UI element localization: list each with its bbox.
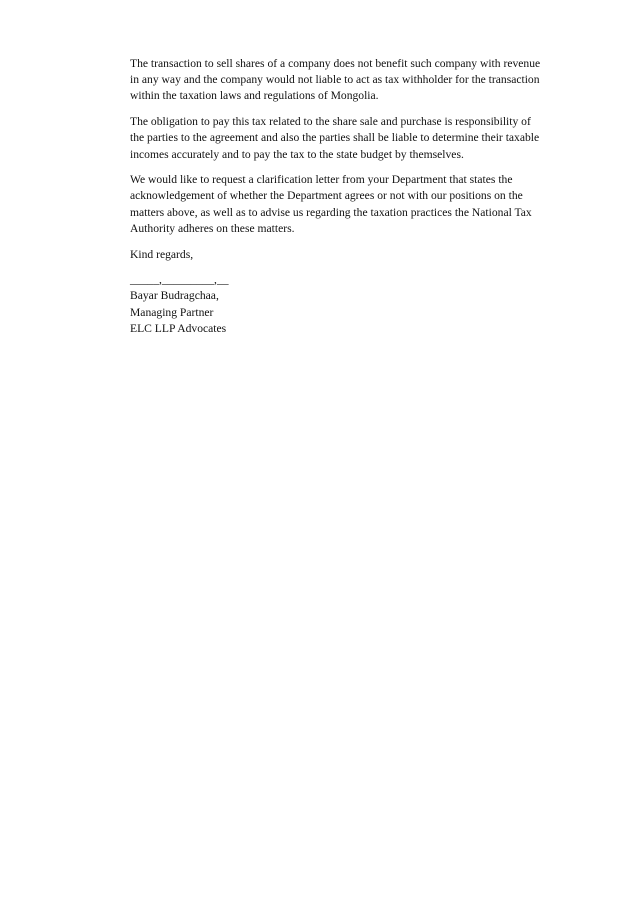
signature-line: _____,_________,__ <box>130 273 229 287</box>
paragraph-line: incomes accurately and to pay the tax to the state budget by themselves. <box>130 147 464 161</box>
paragraph-tax-obligation <box>130 114 570 163</box>
paragraph-line: in any way and the company would not liable to act as tax withholder for the transaction <box>130 73 540 87</box>
signatory-name: Bayar Budragchaa, <box>130 289 219 303</box>
paragraph-line: The obligation to pay this tax related to the share sale and purchase is responsibility of <box>130 115 531 129</box>
paragraph-line: We would like to request a clarification letter from your Department that states the <box>130 173 513 187</box>
paragraph-line: The transaction to sell shares of a company does not benefit such company with revenue <box>130 57 541 70</box>
paragraph-line: the parties to the agreement and also the parties shall be liable to determine their taxable <box>130 131 540 145</box>
signatory-title: Managing Partner <box>130 305 214 319</box>
paragraph-line: acknowledgement of whether the Department agrees or not with our positions on the <box>130 189 523 203</box>
paragraph-line: matters above, as well as to advise us regarding the taxation practices the National Tax <box>130 205 532 219</box>
paragraph-tax-withholding <box>130 56 570 105</box>
paragraph-line: Authority adheres on these matters. <box>130 221 295 235</box>
paragraph-line: within the taxation laws and regulations of Mongolia. <box>130 89 379 103</box>
letter-body <box>130 56 570 337</box>
signatory-firm: ELC LLP Advocates <box>130 321 227 335</box>
signature-block <box>130 272 570 337</box>
closing-salutation: Kind regards, <box>130 247 194 261</box>
paragraph-clarification-request <box>130 172 570 237</box>
